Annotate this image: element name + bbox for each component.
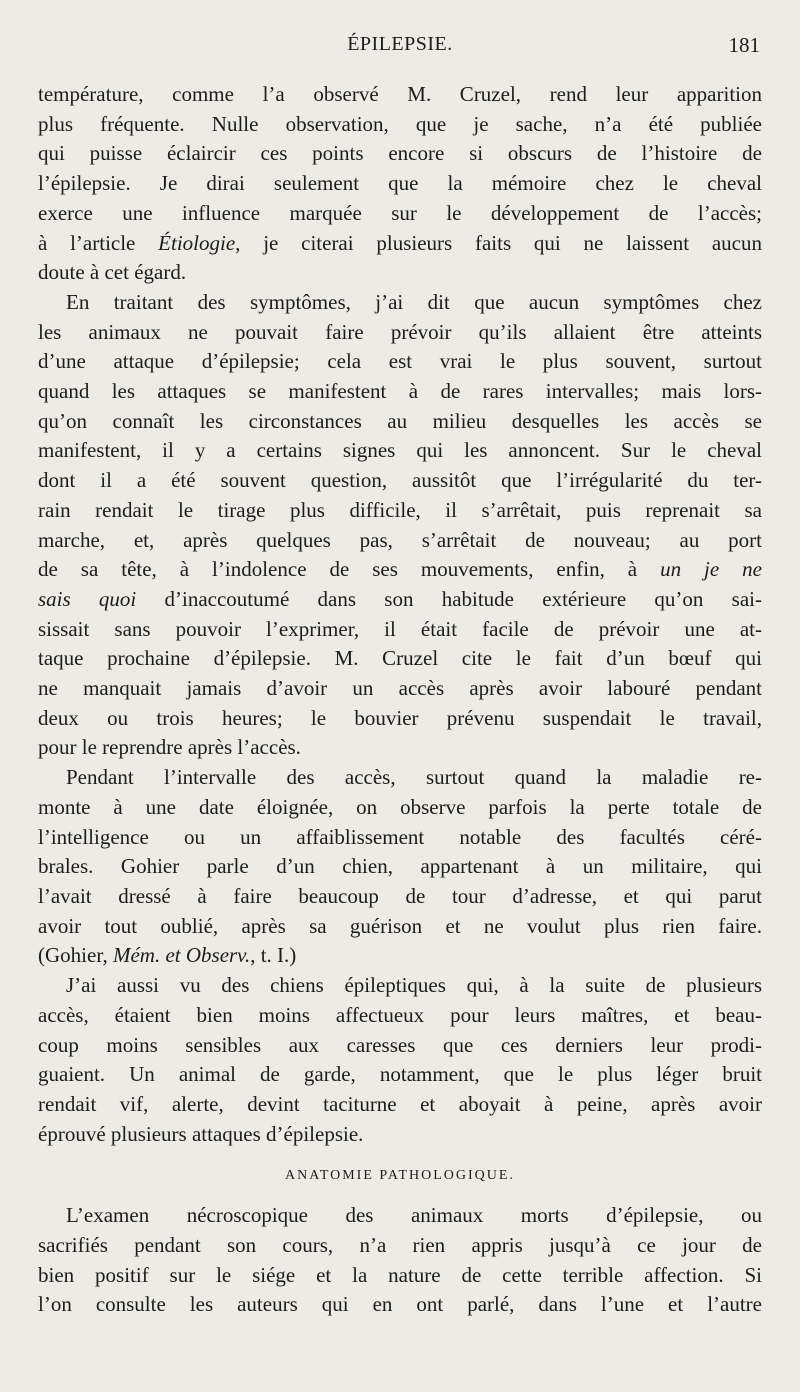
text-line (38, 555, 762, 585)
text-line: J’ai aussi vu des chiens épileptiques qui, à la suite de plusieurs (66, 973, 762, 998)
text-line: Pendant l’intervalle des accès, surtout quand la maladie re- (66, 765, 762, 790)
text-line: quand les attaques se manifestent à de rares intervalles; mais lors- (38, 379, 762, 404)
text-run: d’inaccoutumé dans son habitude extérieure qu’on sai- (136, 586, 762, 611)
text-line: température, comme l’a observé M. Cruzel, rend leur apparition (38, 82, 762, 106)
text-line: pour le reprendre après l’accès. (38, 735, 301, 760)
text-line: brales. Gohier parle d’un chien, appartenant à un militaire, qui (38, 854, 762, 879)
text-line: l’on consulte les auteurs qui en ont parlé, dans l’une et l’autre (38, 1292, 762, 1317)
text-line: ne manquait jamais d’avoir un accès après avoir labouré pendant (38, 676, 762, 701)
text-run: de sa tête, à l’indolence de ses mouvements, enfin, à (38, 557, 661, 582)
text-line: taque prochaine d’épilepsie. M. Cruzel cite le fait d’un bœuf qui (38, 646, 762, 671)
text-line: doute à cet égard. (38, 260, 187, 285)
text-line: marche, et, après quelques pas, s’arrêtait de nouveau; au port (38, 527, 762, 552)
text-line: manifestent, il y a certains signes qui les annoncent. Sur le cheval (38, 438, 762, 463)
text-run: , t. I.) (250, 943, 297, 968)
text-line: avoir tout oublié, après sa guérison et ne voulut plus rien faire. (38, 913, 762, 938)
running-title: ÉPILEPSIE. (347, 33, 453, 55)
text-line: deux ou trois heures; le bouvier prévenu suspendait le travail, (38, 705, 762, 730)
italic-term: un je ne (660, 557, 762, 582)
italic-term: Étiologie (158, 230, 236, 255)
text-line: L’examen nécroscopique des animaux morts d’épilepsie, ou (66, 1203, 762, 1228)
paragraph (38, 288, 762, 763)
italic-term: Mém. et Observ. (112, 943, 251, 968)
body-text (38, 80, 762, 1320)
text-line: dont il a été souvent question, aussitôt que l’irrégularité du ter- (38, 468, 762, 493)
text-line: monte à une date éloignée, on observe parfois la perte totale de (38, 794, 762, 819)
text-line: éprouvé plusieurs attaques d’épilepsie. (38, 1121, 364, 1146)
text-line: rendait vif, alerte, devint taciturne et aboyait à peine, après avoir (38, 1091, 762, 1116)
text-line: l’intelligence ou un affaiblissement notable des facultés céré- (38, 824, 762, 849)
text-line: qu’on connaît les circonstances au milieu desquelles les accès se (38, 408, 762, 433)
text-line: l’avait dressé à faire beaucoup de tour d’adresse, et qui parut (38, 883, 762, 908)
text-line: sacrifiés pendant son cours, n’a rien appris jusqu’à ce jour de (38, 1233, 762, 1258)
text-line: d’une attaque d’épilepsie; cela est vrai le plus souvent, surtout (38, 349, 762, 374)
text-line: bien positif sur le siége et la nature de cette terrible affection. Si (38, 1262, 762, 1287)
italic-term: sais quoi (38, 586, 137, 611)
text-line: En traitant des symptômes, j’ai dit que aucun symptômes chez (66, 289, 762, 314)
page-number: 181 (728, 33, 760, 57)
text-line: accès, étaient bien moins affectueux pour leurs maîtres, et beau- (38, 1002, 762, 1027)
paragraph (38, 971, 762, 1149)
text-line: guaient. Un animal de garde, notamment, que le plus léger bruit (38, 1062, 762, 1087)
text-line: exerce une influence marquée sur le développement de l’accès; (38, 200, 762, 225)
text-line: l’épilepsie. Je dirai seulement que la mémoire chez le cheval (38, 171, 762, 196)
text-run: , je citerai plusieurs faits qui ne laissent aucun (235, 230, 762, 255)
running-head (40, 33, 760, 61)
text-line (38, 585, 762, 615)
paragraph (38, 1201, 762, 1320)
paragraph (38, 763, 762, 971)
text-line (38, 229, 762, 259)
text-run: (Gohier, (38, 943, 113, 968)
section-heading: ANATOMIE PATHOLOGIQUE. (285, 1168, 515, 1184)
text-run: à l’article (38, 230, 159, 255)
text-line (38, 941, 762, 971)
paragraph (38, 80, 762, 288)
text-line: sissait sans pouvoir l’exprimer, il était facile de prévoir une at- (38, 616, 762, 641)
text-line: les animaux ne pouvait faire prévoir qu’ils allaient être atteints (38, 319, 762, 344)
text-line: qui puisse éclaircir ces points encore si obscurs de l’histoire de (38, 141, 762, 166)
text-line: plus fréquente. Nulle observation, que je sache, n’a été publiée (38, 111, 762, 136)
text-line: coup moins sensibles aux caresses que ces derniers leur prodi- (38, 1032, 762, 1057)
text-line: rain rendait le tirage plus difficile, il s’arrêtait, puis reprenait sa (38, 497, 762, 522)
